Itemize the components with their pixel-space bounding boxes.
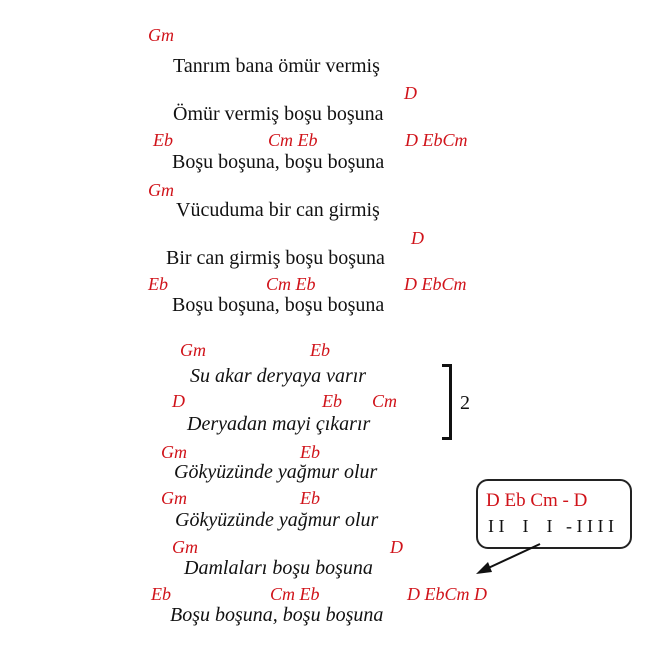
chord-label: Eb [322,391,342,411]
lyric-line: Boşu boşuna, boşu boşuna [170,604,384,626]
lyric-line: Su akar deryaya varır [190,365,367,387]
chord-label: Gm [148,25,174,45]
chord-label: Gm [172,537,198,557]
repeat-bracket [442,364,452,440]
chord-label: Cm Eb [270,584,320,604]
strum-pattern-chords: D Eb Cm - D [486,490,588,511]
lyric-line: Boşu boşuna, boşu boşuna [172,151,385,173]
chord-label: Eb [151,584,171,604]
chord-label: Eb [300,488,320,508]
chord-label: Eb [153,130,173,150]
chord-label: Cm Eb [266,274,316,294]
lyric-line: Deryadan mayi çıkarır [187,413,371,435]
chord-label: Cm Eb [268,130,318,150]
lyric-line: Tanrım bana ömür vermiş [173,55,380,77]
chord-label: Eb [300,442,320,462]
chord-label: D EbCm [405,130,468,150]
chord-label: D [390,537,403,557]
lyric-line: Bir can girmiş boşu boşuna [166,247,385,269]
chord-label: Gm [161,488,187,508]
lyric-line: Gökyüzünde yağmur olur [175,509,379,531]
chord-label: D EbCm D [407,584,487,604]
chord-label: D [411,228,424,248]
lyric-line: Gökyüzünde yağmur olur [174,461,378,483]
strum-pattern-box [476,479,632,549]
strum-pattern-strokes: I I I I - I I I I [488,516,614,536]
arrow-icon [470,540,550,580]
chord-label: Gm [148,180,174,200]
lyric-line: Vücuduma bir can girmiş [176,199,380,221]
chord-label: D EbCm [404,274,467,294]
chord-label: D [172,391,185,411]
chord-label: Cm [372,391,398,411]
lyric-line: Boşu boşuna, boşu boşuna [172,294,385,316]
chord-label: Gm [180,340,206,360]
repeat-count: 2 [460,392,470,414]
lyric-line: Ömür vermiş boşu boşuna [173,103,384,125]
lyric-line: Damlaları boşu boşuna [184,557,373,579]
chord-label: Eb [310,340,330,360]
chord-label: Gm [161,442,187,462]
chord-label: D [404,83,417,103]
chord-label: Eb [148,274,168,294]
